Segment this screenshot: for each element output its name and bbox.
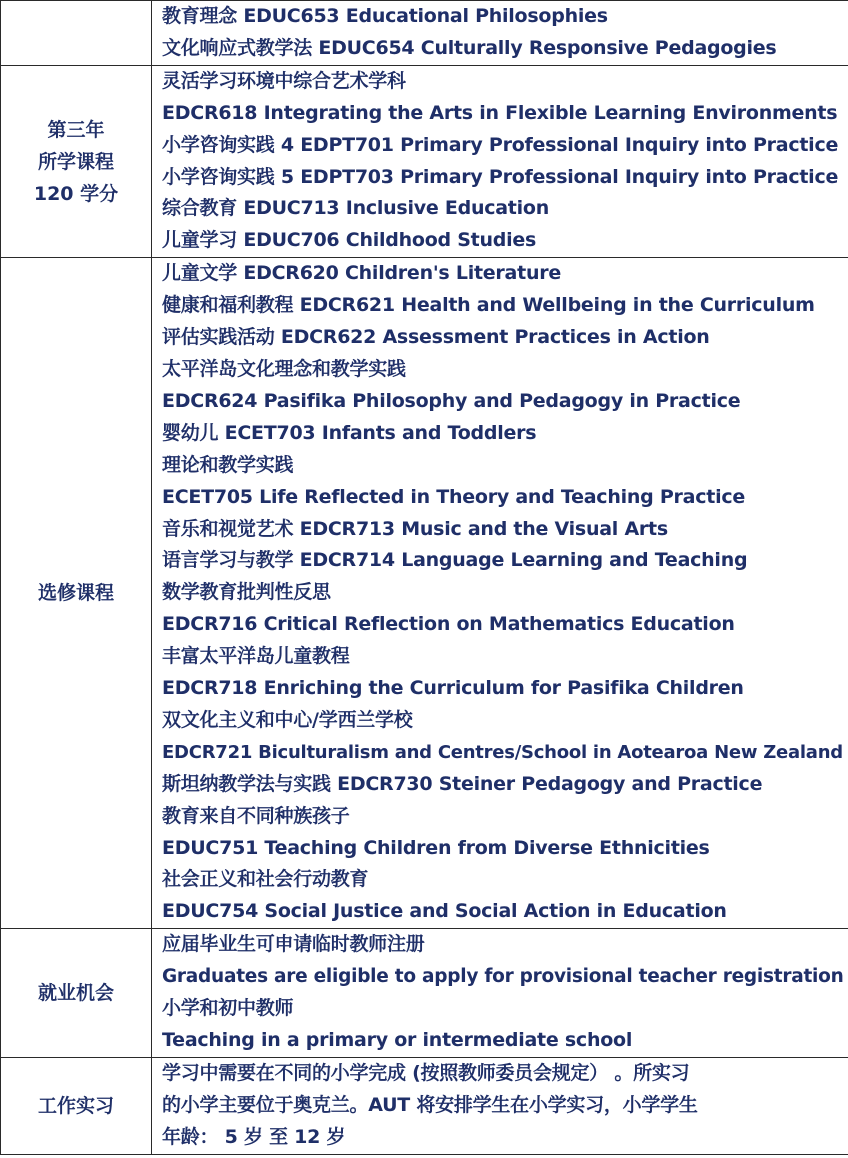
row-label-text: 所学课程 (37, 150, 114, 173)
row-label-text: 第三年 (47, 118, 105, 141)
course-line: ECET705 Life Reflected in Theory and Teaching Practice (162, 485, 745, 508)
course-line: 社会正义和社会行动教育 (162, 868, 369, 891)
course-line: 综合教育 EDUC713 Inclusive Education (162, 197, 549, 220)
row-content-cell (152, 65, 848, 257)
course-line: 小学咨询实践 5 EDPT703 Primary Professional Inquiry into Practice (162, 165, 839, 188)
course-line: 理论和教学实践 (162, 453, 294, 476)
course-line: 数学教育批判性反思 (162, 581, 331, 604)
course-line: 丰富太平洋岛儿童教程 (162, 645, 350, 668)
course-line: EDUC751 Teaching Children from Diverse Ethnicities (162, 836, 710, 859)
row-career-opportunities (1, 929, 848, 1058)
course-line: 小学和初中教师 (162, 997, 294, 1020)
row-label-text: 就业机会 (37, 982, 114, 1005)
course-line: 斯坦纳教学法与实践 EDCR730 Steiner Pedagogy and Practice (162, 772, 763, 795)
course-line: 的小学主要位于奥克兰。AUT 将安排学生在小学实习，小学学生 (162, 1093, 698, 1116)
course-line: EDCR721 Biculturalism and Centres/School in Aotearoa New Zealand (162, 741, 843, 763)
course-line: 应届毕业生可申请临时教师注册 (162, 933, 425, 956)
row-label-cell (1, 1057, 152, 1154)
course-line: EDCR624 Pasifika Philosophy and Pedagogy in Practice (162, 389, 741, 412)
row-label-cell (1, 258, 152, 929)
row-content-cell (152, 1, 848, 66)
row-label-cell (1, 929, 152, 1058)
row-label-text: 工作实习 (37, 1094, 114, 1117)
course-line: EDCR716 Critical Reflection on Mathematics Education (162, 613, 735, 636)
row-label-text: 120 学分 (33, 182, 119, 205)
course-line: 婴幼儿 ECET703 Infants and Toddlers (162, 421, 537, 444)
row-electives (1, 258, 848, 929)
row-label-text: 选修课程 (37, 582, 114, 605)
row-content-cell (152, 929, 848, 1058)
row-work-placement (1, 1057, 848, 1154)
course-line: Teaching in a primary or intermediate school (162, 1029, 633, 1051)
course-line: 健康和福利教程 EDCR621 Health and Wellbeing in the Curriculum (162, 294, 815, 317)
course-line: 灵活学习环境中综合艺术学科 (162, 69, 406, 92)
course-line: 学习中需要在不同的小学完成 (按照教师委员会规定） 。所实习 (162, 1061, 690, 1084)
row-content-cell (152, 258, 848, 929)
course-line: 教育来自不同种族孩子 (162, 804, 350, 827)
course-line: 太平洋岛文化理念和教学实践 (162, 357, 406, 380)
course-line: EDCR718 Enriching the Curriculum for Pasifika Children (162, 677, 744, 700)
row-label-cell (1, 65, 152, 257)
course-line: 文化响应式教学法 EDUC654 Culturally Responsive Pedagogies (162, 36, 777, 59)
course-line: 小学咨询实践 4 EDPT701 Primary Professional Inquiry into Practice (162, 133, 839, 156)
row-year3-courses (1, 65, 848, 257)
course-line: 教育理念 EDUC653 Educational Philosophies (162, 5, 608, 27)
course-line: 儿童学习 EDUC706 Childhood Studies (162, 229, 537, 252)
course-line: 儿童文学 EDCR620 Children's Literature (162, 262, 561, 285)
course-line: Graduates are eligible to apply for provisional teacher registration (162, 966, 844, 988)
course-line: 音乐和视觉艺术 EDCR713 Music and the Visual Arts (162, 517, 668, 540)
course-line: 评估实践活动 EDCR622 Assessment Practices in Action (162, 326, 710, 349)
course-line: EDCR618 Integrating the Arts in Flexible Learning Environments (162, 101, 838, 124)
row-content-cell (152, 1057, 848, 1154)
course-line: 语言学习与教学 EDCR714 Language Learning and Teaching (162, 549, 748, 572)
course-line: EDUC754 Social Justice and Social Action in Education (162, 900, 727, 923)
row-year2-continued (1, 1, 848, 66)
course-line: 年龄： 5 岁 至 12 岁 (162, 1125, 346, 1148)
course-line: 双文化主义和中心/学西兰学校 (162, 708, 413, 731)
row-label-cell (1, 1, 152, 66)
